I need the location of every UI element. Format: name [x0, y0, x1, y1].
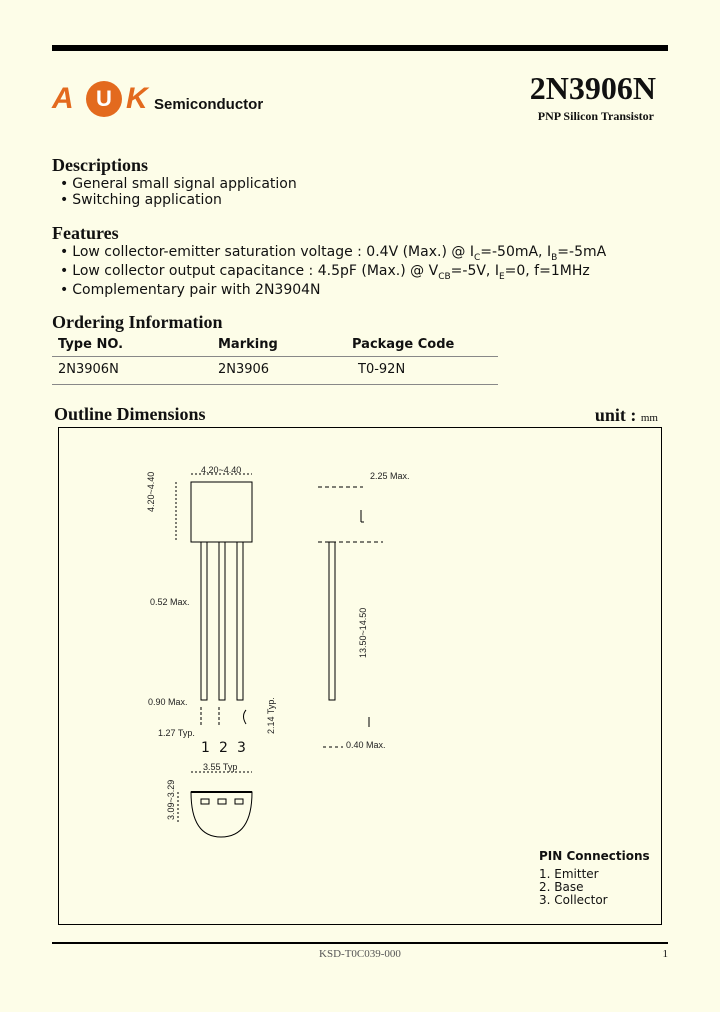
dim-pitch: 1.27 Typ. — [158, 728, 195, 738]
top-rule — [52, 45, 668, 51]
dim-body-height: 4.20~4.40 — [146, 471, 156, 512]
ordering-heading: Ordering Information — [52, 312, 223, 332]
pin-number-2: 2 — [219, 740, 228, 756]
table-cell-marking: 2N3906 — [218, 362, 270, 377]
table-cell-type: 2N3906N — [58, 362, 119, 377]
table-rule — [52, 356, 498, 357]
bottom-rule — [52, 942, 668, 944]
description-item: • Switching application — [60, 192, 222, 208]
dim-lead-bend: 0.90 Max. — [148, 697, 188, 707]
feature-item: • Low collector output capacitance : 4.5pF (Max.) @ $V_{CB}=-5V$, $I_E=0$, f=1MHz — [60, 263, 590, 282]
page-number: 1 — [662, 948, 668, 960]
table-cell-package: T0-92N — [358, 362, 406, 377]
description-item: • General small signal application — [60, 176, 297, 192]
feature-item: • Low collector-emitter saturation voltage : 0.4V (Max.) @ $I_C=-50mA$, $I_B=-5mA$ — [60, 244, 606, 263]
col-marking: Marking — [218, 337, 278, 352]
logo-letter-u: U — [86, 81, 122, 117]
part-number: 2N3906N — [529, 70, 656, 106]
document-code: KSD-T0C039-000 — [319, 948, 401, 960]
features-heading: Features — [52, 223, 119, 243]
dim-thickness: 2.25 Max. — [370, 471, 410, 481]
descriptions-heading: Descriptions — [52, 155, 148, 175]
dim-lead-length: 13.50~14.50 — [358, 607, 368, 658]
logo-text: Semiconductor — [154, 96, 264, 113]
pin-connections-title: PIN Connections — [539, 849, 650, 863]
dim-bottom-height: 3.09~3.29 — [166, 779, 176, 820]
outline-heading: Outline Dimensions — [54, 404, 206, 424]
feature-item: • Complementary pair with 2N3904N — [60, 282, 321, 298]
dim-lead-width: 0.52 Max. — [150, 597, 190, 607]
logo-letter-k: K — [126, 82, 148, 115]
col-package-code: Package Code — [352, 337, 455, 352]
pin-number-3: 3 — [237, 740, 246, 756]
pin-connection-item: 1. Emitter — [539, 867, 599, 881]
dim-lead-thickness: 0.40 Max. — [346, 740, 386, 750]
table-rule — [52, 384, 498, 385]
pin-connection-item: 2. Base — [539, 880, 584, 894]
pin-connection-item: 3. Collector — [539, 893, 608, 907]
dim-bend-length: 2.14 Typ. — [266, 697, 276, 734]
unit-label: unit : mm — [594, 405, 658, 425]
dim-body-width: 4.20~4.40 — [201, 465, 242, 475]
col-type-no: Type NO. — [58, 337, 124, 352]
pin-number-1: 1 — [201, 740, 210, 756]
dim-bottom-width: 3.55 Typ — [203, 762, 238, 772]
logo-letter-a: A — [52, 82, 74, 115]
part-subtitle: PNP Silicon Transistor — [537, 109, 654, 123]
